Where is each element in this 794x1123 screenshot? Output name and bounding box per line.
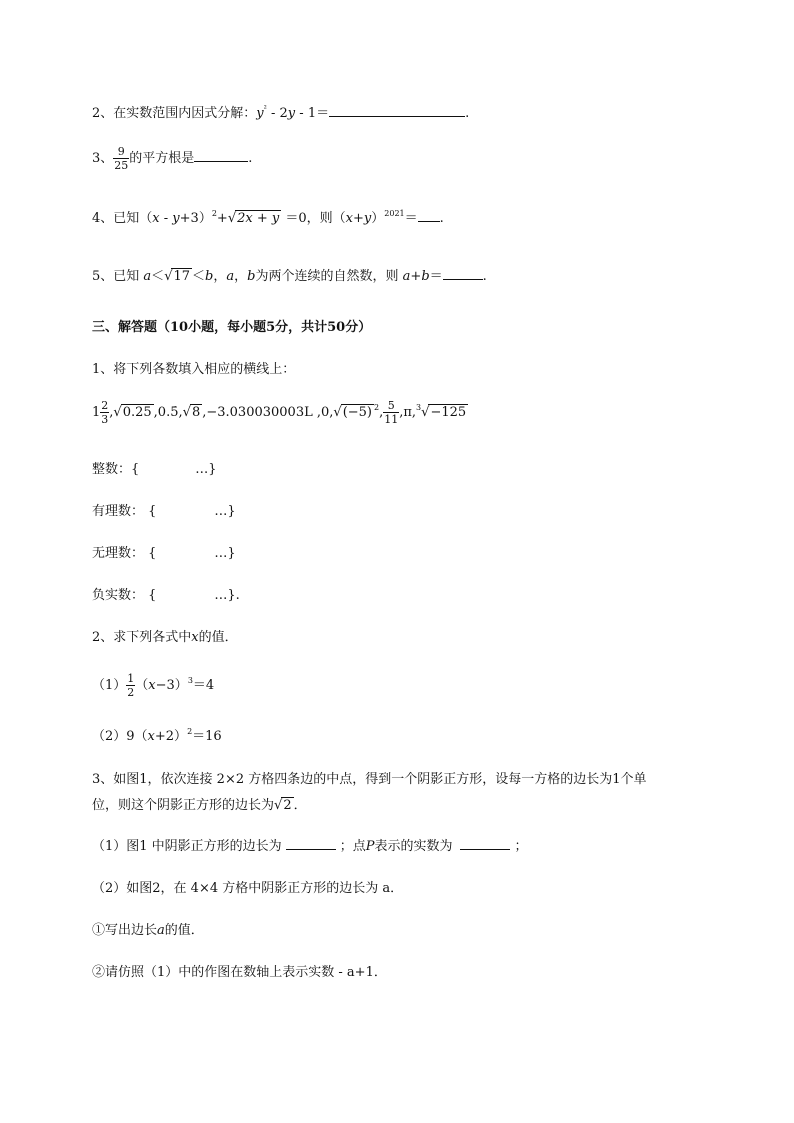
part1-open: （ [135, 678, 149, 693]
frac2-numerator: 5 [383, 400, 399, 413]
part-label: （1） [92, 678, 127, 693]
q3-p1-point: P [365, 839, 375, 854]
q4-label: 4、已知（ [92, 211, 153, 226]
category-irrationals[interactable] [92, 542, 236, 561]
part2-exponent: 2 [187, 727, 193, 736]
repeating-digit: 5̇ [170, 405, 179, 420]
q4-plusy: + [352, 211, 364, 226]
q2-tail: - 1＝ [295, 106, 330, 121]
q3-denominator: 25 [114, 159, 129, 172]
category-label: 有理数： { [92, 504, 157, 519]
radical-sign-3: √ [333, 405, 342, 420]
solve-q3-part2: （2）如图2，在 4×4 方格中阴影正方形的边长为 a． [92, 881, 404, 896]
category-label: 整数：{ [92, 462, 140, 477]
solve-q2-title [92, 626, 238, 645]
category-rationals[interactable] [92, 500, 236, 519]
category-negative-reals[interactable] [92, 584, 240, 603]
q2-square: ² [263, 104, 267, 113]
solve-q2-part2 [92, 725, 222, 744]
solve-q1-title: 1、将下列各数填入相应的横线上： [92, 362, 296, 377]
mixed-number-whole: 1 [92, 405, 101, 420]
q4-end: . [439, 211, 444, 226]
q3-p1-mid: ；点 [339, 839, 366, 854]
q4-radicand: 2x + y [237, 211, 280, 226]
q2-var-y: y [256, 106, 264, 121]
section-3-title: 三、解答题（10小题，每小题5分，共计50分） [92, 320, 372, 335]
q4-x: x [152, 211, 160, 226]
q2-var-y2: y [287, 106, 296, 121]
radical-sign-2: √ [182, 405, 191, 420]
part1-x: x [148, 678, 156, 693]
part1-rest: −3） [155, 678, 188, 693]
q3-sub1-a: a [157, 923, 165, 938]
question-4 [92, 207, 444, 226]
part2-x: x [147, 729, 155, 744]
solve-q3-sub2: ②请仿照（1）中的作图在数轴上表示实数 - a+1． [92, 965, 387, 980]
q4-square: 2 [211, 209, 217, 218]
q3-fraction [113, 146, 129, 171]
q4-x2: x [345, 211, 353, 226]
q2-label: 2、在实数范围内因式分解： [92, 106, 257, 121]
q5-a2: a [226, 269, 235, 284]
part1-numerator: 1 [127, 672, 135, 685]
part1-denominator: 2 [127, 686, 135, 699]
solve-q3-sub1 [92, 919, 204, 938]
q2-answer-blank[interactable] [329, 116, 465, 117]
q4-radical-sign: √ [227, 211, 237, 226]
q5-answer-blank[interactable] [443, 279, 483, 280]
sep1: , [109, 405, 114, 420]
q4-answer-blank[interactable] [418, 221, 440, 222]
q2-end: . [465, 106, 470, 121]
q5-comma: ， [213, 269, 227, 284]
solve-q1-numbers [92, 400, 468, 425]
radicand-4: −125 [430, 405, 467, 420]
q3-sub1-end: 的值． [164, 923, 204, 938]
cube-root-index: 3 [416, 403, 422, 412]
sep4: ,−3.030030003L ,0, [202, 405, 334, 420]
q3-radical-sign: √ [274, 798, 283, 813]
category-integers[interactable] [92, 458, 217, 477]
q3-p1-blank-2[interactable] [460, 849, 510, 850]
q3-text: 的平方根是 [129, 151, 195, 166]
q3-sub1-pre: ①写出边长 [92, 923, 158, 938]
radical-sign-1: √ [113, 405, 122, 420]
solve-q3-line1: 3、如图1，依次连接 2×2 方格四条边的中点，得到一个阴影正方形，设每一方格的边长为1个单 [92, 772, 647, 787]
q3-line2-pre: 位，则这个阴影正方形的边长为 [92, 798, 275, 813]
radicand-3: (−5) [342, 405, 372, 420]
q4-plus3: +3） [179, 211, 212, 226]
question-3-square-root [92, 146, 252, 171]
question-2-factorize [92, 102, 469, 121]
q5-radical-sign: √ [164, 269, 173, 284]
category-end: …}. [214, 588, 240, 603]
q4-eq2: ＝ [404, 211, 418, 226]
q3-line2-end: ． [293, 798, 307, 813]
category-end: …} [195, 462, 217, 477]
q2-title-post: 的值． [198, 630, 238, 645]
q3-label: 3、 [92, 151, 114, 166]
question-5 [92, 265, 487, 284]
q2-title-pre: 2、求下列各式中 [92, 630, 192, 645]
frac2-denominator: 11 [384, 413, 399, 426]
radicand-1: 0.25 [122, 405, 152, 420]
q4-y: y [172, 211, 180, 226]
frac1-denominator: 3 [101, 413, 109, 426]
q3-p1-pre: （1）图1 中阴影正方形的边长为 [92, 839, 282, 854]
q3-numerator: 9 [113, 146, 129, 159]
mixed-number-fraction [100, 400, 109, 425]
category-label: 无理数： { [92, 546, 157, 561]
part2-rest: +2） [154, 729, 188, 744]
q5-eq: ＝ [429, 269, 443, 284]
q2-title-var: x [191, 630, 199, 645]
q5-plus: + [410, 269, 422, 284]
sep6: ,π, [399, 405, 417, 420]
sep2: ,0. [153, 405, 171, 420]
frac1-numerator: 2 [101, 399, 109, 412]
q5-label: 5、已知 [92, 269, 144, 284]
q5-radicand: 17 [173, 269, 191, 284]
q4-y2: y [363, 211, 372, 226]
part2-eq: ＝16 [192, 729, 222, 744]
part1-exponent: 3 [187, 676, 193, 685]
q5-b3: b [421, 269, 430, 284]
q4-close: ） [371, 211, 385, 226]
q4-plus: + [216, 211, 228, 226]
category-label: 负实数： { [92, 588, 157, 603]
solve-q3-part1 [92, 835, 527, 854]
category-end: …} [214, 546, 236, 561]
category-end: …} [214, 504, 236, 519]
q3-p1-end: ； [514, 839, 528, 854]
q3-radicand: 2 [283, 798, 292, 813]
q5-b2: b [247, 269, 256, 284]
radicand-3-exp: 2 [374, 403, 380, 412]
q4-minus: - [159, 211, 173, 226]
q5-lt2: ＜ [192, 269, 206, 284]
sep3: , [178, 405, 183, 420]
solve-q3-line2 [92, 794, 307, 813]
q5-lt1: ＜ [151, 269, 165, 284]
radical-sign-4: √ [421, 405, 430, 420]
part1-eq: ＝4 [192, 678, 215, 693]
fraction-5-11 [383, 400, 399, 425]
q5-comma2: ， [234, 269, 248, 284]
q5-a: a [143, 269, 152, 284]
q4-exponent: 2021 [384, 209, 405, 218]
part1-fraction [126, 673, 135, 698]
q3-p1-blank-1[interactable] [286, 849, 336, 850]
q4-eq: ＝0，则（ [281, 211, 346, 226]
q3-answer-blank[interactable] [194, 161, 248, 162]
q5-b: b [205, 269, 214, 284]
q3-p1-mid2: 表示的实数为 [374, 839, 453, 854]
part2-pre: （2）9（ [92, 729, 148, 744]
q5-a3: a [402, 269, 411, 284]
q2-mid: - 2 [266, 106, 288, 121]
radicand-2: 8 [191, 405, 201, 420]
solve-q2-part1 [92, 673, 214, 698]
sep5: , [379, 405, 384, 420]
q5-end: . [482, 269, 487, 284]
q5-text: 为两个连续的自然数，则 [255, 269, 403, 284]
q3-end: . [248, 151, 253, 166]
